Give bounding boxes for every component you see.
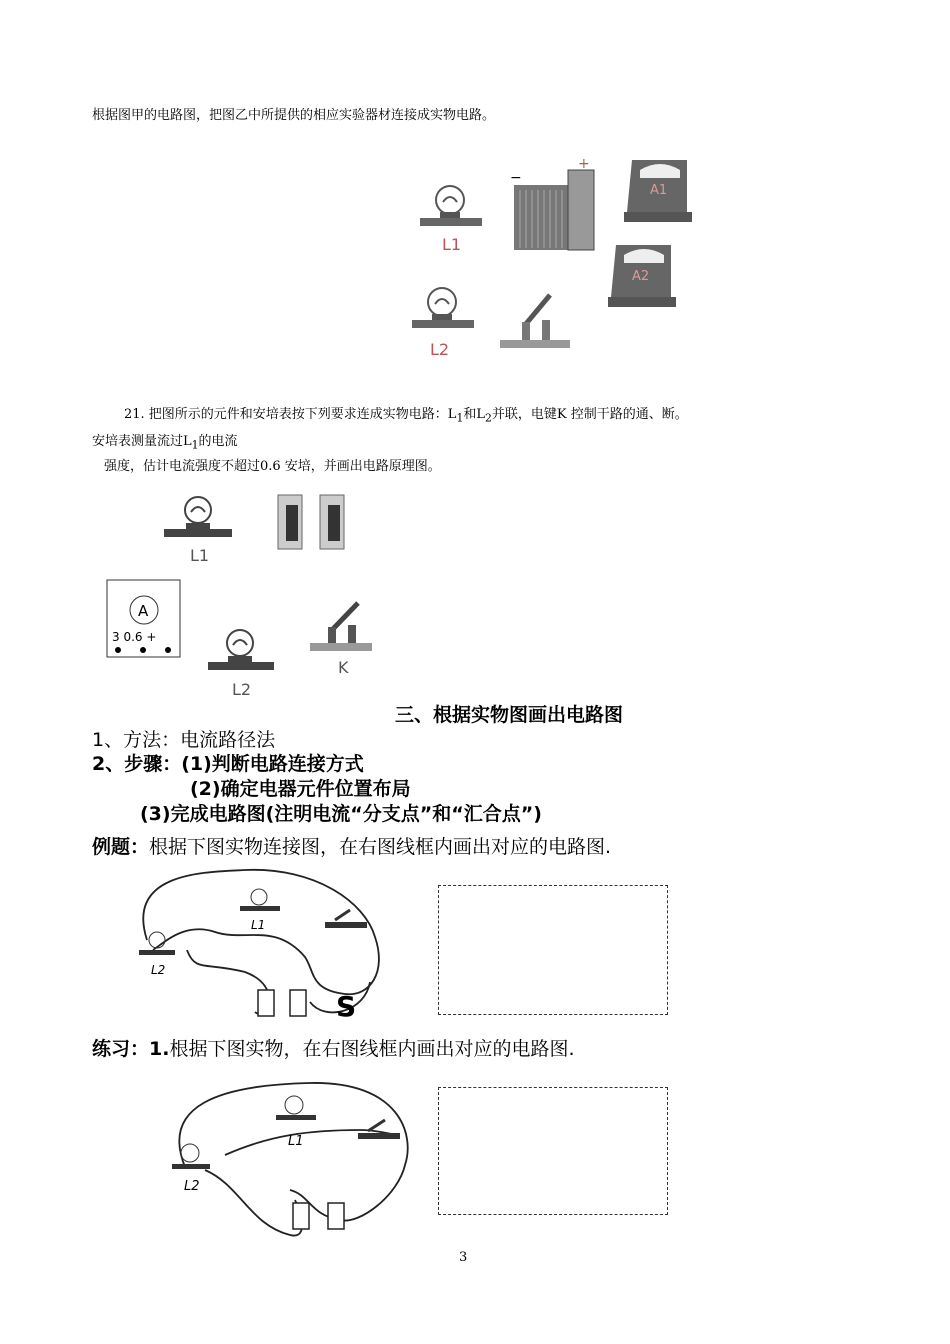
svg-text:L1: L1 bbox=[251, 918, 266, 932]
battery-cell-icon bbox=[293, 1203, 344, 1229]
knife-switch-icon bbox=[310, 603, 372, 651]
practice-circuit bbox=[160, 1075, 420, 1250]
q21-line1: 21. 把图所示的元件和安培表按下列要求连成实物电路：$L_1$和$L_2$并联，电键K 控制干路的通、断。 bbox=[124, 407, 688, 425]
svg-text:+: + bbox=[578, 156, 590, 172]
practice-line: 练习：1.根据下图实物，在右图线框内画出对应的电路图. bbox=[92, 1038, 575, 1060]
section-heading: 三、根据实物图画出电路图 bbox=[395, 704, 624, 726]
bulb-l1-icon bbox=[164, 497, 232, 537]
bulb-l2-icon bbox=[412, 288, 474, 328]
label-k: K bbox=[338, 658, 349, 677]
label-l2: L2 bbox=[232, 680, 252, 699]
apparatus-figure-1 bbox=[400, 150, 710, 365]
label-l1: L1 bbox=[190, 546, 210, 565]
bulb-l2-icon bbox=[208, 630, 274, 670]
practice-answer-box bbox=[438, 1087, 668, 1215]
svg-text:−: − bbox=[510, 170, 522, 186]
label-a1: A1 bbox=[650, 183, 668, 198]
apparatus-figure-2 bbox=[100, 485, 400, 700]
svg-text:L1: L1 bbox=[288, 1134, 304, 1149]
ammeter-a2-icon bbox=[608, 245, 676, 307]
bulb-l1-icon bbox=[420, 186, 482, 226]
ammeter-icon bbox=[107, 580, 180, 657]
ammeter-a1-icon bbox=[624, 160, 692, 222]
knife-switch-icon bbox=[500, 295, 570, 348]
bulb-l1-icon bbox=[276, 1096, 316, 1120]
label-l2: L2 bbox=[430, 340, 450, 359]
page-number: 3 bbox=[459, 1250, 468, 1265]
svg-text:A: A bbox=[138, 602, 149, 620]
q21-line3: 强度，估计电流强度不超过0.6 安培，并画出电路原理图。 bbox=[104, 459, 441, 474]
step3-text: (3)完成电路图(注明电流“分支点”和“汇合点”) bbox=[140, 803, 542, 825]
bulb-l2-icon bbox=[172, 1144, 210, 1169]
label-l1: L1 bbox=[442, 235, 462, 254]
battery-cell-icon bbox=[258, 990, 306, 1016]
example-line: 例题：根据下图实物连接图，在右图线框内画出对应的电路图. bbox=[92, 836, 612, 858]
bulb-l1-icon bbox=[240, 889, 280, 911]
example-answer-box bbox=[438, 885, 668, 1015]
label-a2: A2 bbox=[632, 269, 650, 284]
q21-line2: 安培表测量流过$L_1$的电流 bbox=[92, 434, 238, 452]
svg-text:3 0.6 +: 3 0.6 + bbox=[112, 630, 157, 644]
label-s: S bbox=[336, 990, 357, 1023]
battery-cell-icon bbox=[278, 495, 344, 549]
method-text: 1、方法：电流路径法 bbox=[92, 729, 276, 751]
svg-text:L2: L2 bbox=[184, 1179, 200, 1194]
bulb-l2-icon bbox=[139, 932, 175, 955]
svg-text:L2: L2 bbox=[151, 963, 166, 977]
intro-text: 根据图甲的电路图，把图乙中所提供的相应实验器材连接成实物电路。 bbox=[92, 108, 496, 123]
steps-text: 2、步骤：(1)判断电路连接方式 bbox=[92, 753, 364, 775]
battery-icon bbox=[510, 156, 594, 250]
step2-text: (2)确定电器元件位置布局 bbox=[190, 778, 411, 800]
